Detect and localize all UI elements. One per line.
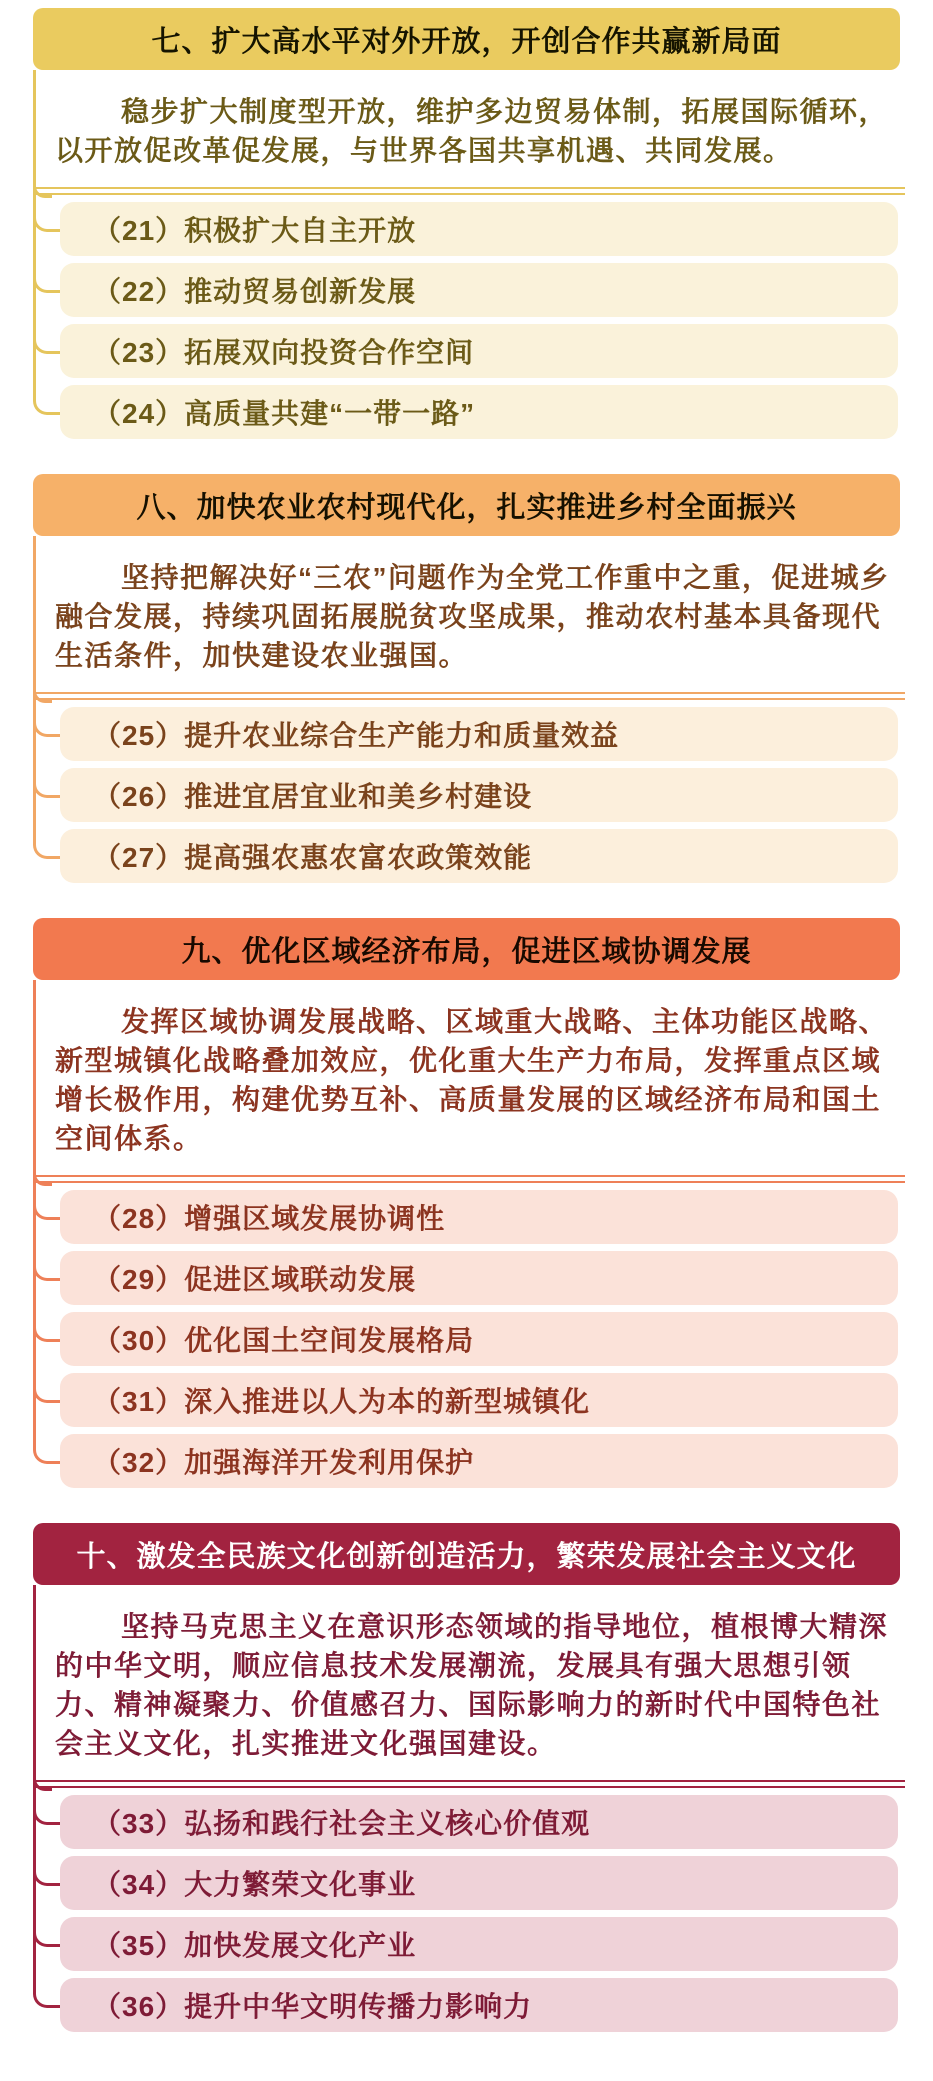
list-item: （26）推进宜居宜业和美乡村建设	[60, 768, 898, 822]
section-separator	[36, 692, 905, 700]
section-title: 七、扩大高水平对外开放，开创合作共赢新局面	[33, 8, 900, 70]
section-body	[33, 536, 933, 883]
list-item: （35）加快发展文化产业	[60, 1917, 898, 1971]
list-item: （36）提升中华文明传播力影响力	[60, 1978, 898, 2032]
list-item: （29）促进区域联动发展	[60, 1251, 898, 1305]
section-separator	[36, 1175, 905, 1183]
list-item: （22）推动贸易创新发展	[60, 263, 898, 317]
list-item: （28）增强区域发展协调性	[60, 1190, 898, 1244]
section-separator	[36, 187, 905, 195]
list-item: （23）拓展双向投资合作空间	[60, 324, 898, 378]
section-rural-revitalization	[0, 474, 933, 883]
section-description: 稳步扩大制度型开放，维护多边贸易体制，拓展国际循环，以开放促改革促发展，与世界各国共享机遇、共同发展。	[55, 96, 889, 166]
list-item: （25）提升农业综合生产能力和质量效益	[60, 707, 898, 761]
list-item: （32）加强海洋开发利用保护	[60, 1434, 898, 1488]
section-opening-up	[0, 8, 933, 439]
section-body	[33, 980, 933, 1488]
section-description: 发挥区域协调发展战略、区域重大战略、主体功能区战略、新型城镇化战略叠加效应，优化重大生产力布局，发挥重点区域增长极作用，构建优势互补、高质量发展的区域经济布局和国土空间体系。	[55, 1006, 889, 1154]
section-body	[33, 70, 933, 439]
list-item: （27）提高强农惠农富农政策效能	[60, 829, 898, 883]
section-body	[33, 1585, 933, 2032]
section-regional-economy	[0, 918, 933, 1488]
list-item: （31）深入推进以人为本的新型城镇化	[60, 1373, 898, 1427]
spine-line	[33, 70, 36, 401]
list-item: （21）积极扩大自主开放	[60, 202, 898, 256]
list-item: （24）高质量共建“一带一路”	[60, 385, 898, 439]
section-separator	[36, 1780, 905, 1788]
section-description: 坚持把解决好“三农”问题作为全党工作重中之重，促进城乡融合发展，持续巩固拓展脱贫攻坚成果，推动农村基本具备现代生活条件，加快建设农业强国。	[55, 562, 890, 671]
section-description: 坚持马克思主义在意识形态领域的指导地位，植根博大精深的中华文明，顺应信息技术发展潮流，发展具有强大思想引领力、精神凝聚力、价值感召力、国际影响力的新时代中国特色社会主义文化，扎实推进文化强国建设。	[55, 1611, 889, 1759]
section-title: 八、加快农业农村现代化，扎实推进乡村全面振兴	[33, 474, 900, 536]
list-item: （33）弘扬和践行社会主义核心价值观	[60, 1795, 898, 1849]
section-title: 十、激发全民族文化创新创造活力，繁荣发展社会主义文化	[33, 1523, 900, 1585]
list-item: （34）大力繁荣文化事业	[60, 1856, 898, 1910]
list-item: （30）优化国土空间发展格局	[60, 1312, 898, 1366]
section-socialist-culture	[0, 1523, 933, 2032]
section-title: 九、优化区域经济布局，促进区域协调发展	[33, 918, 900, 980]
